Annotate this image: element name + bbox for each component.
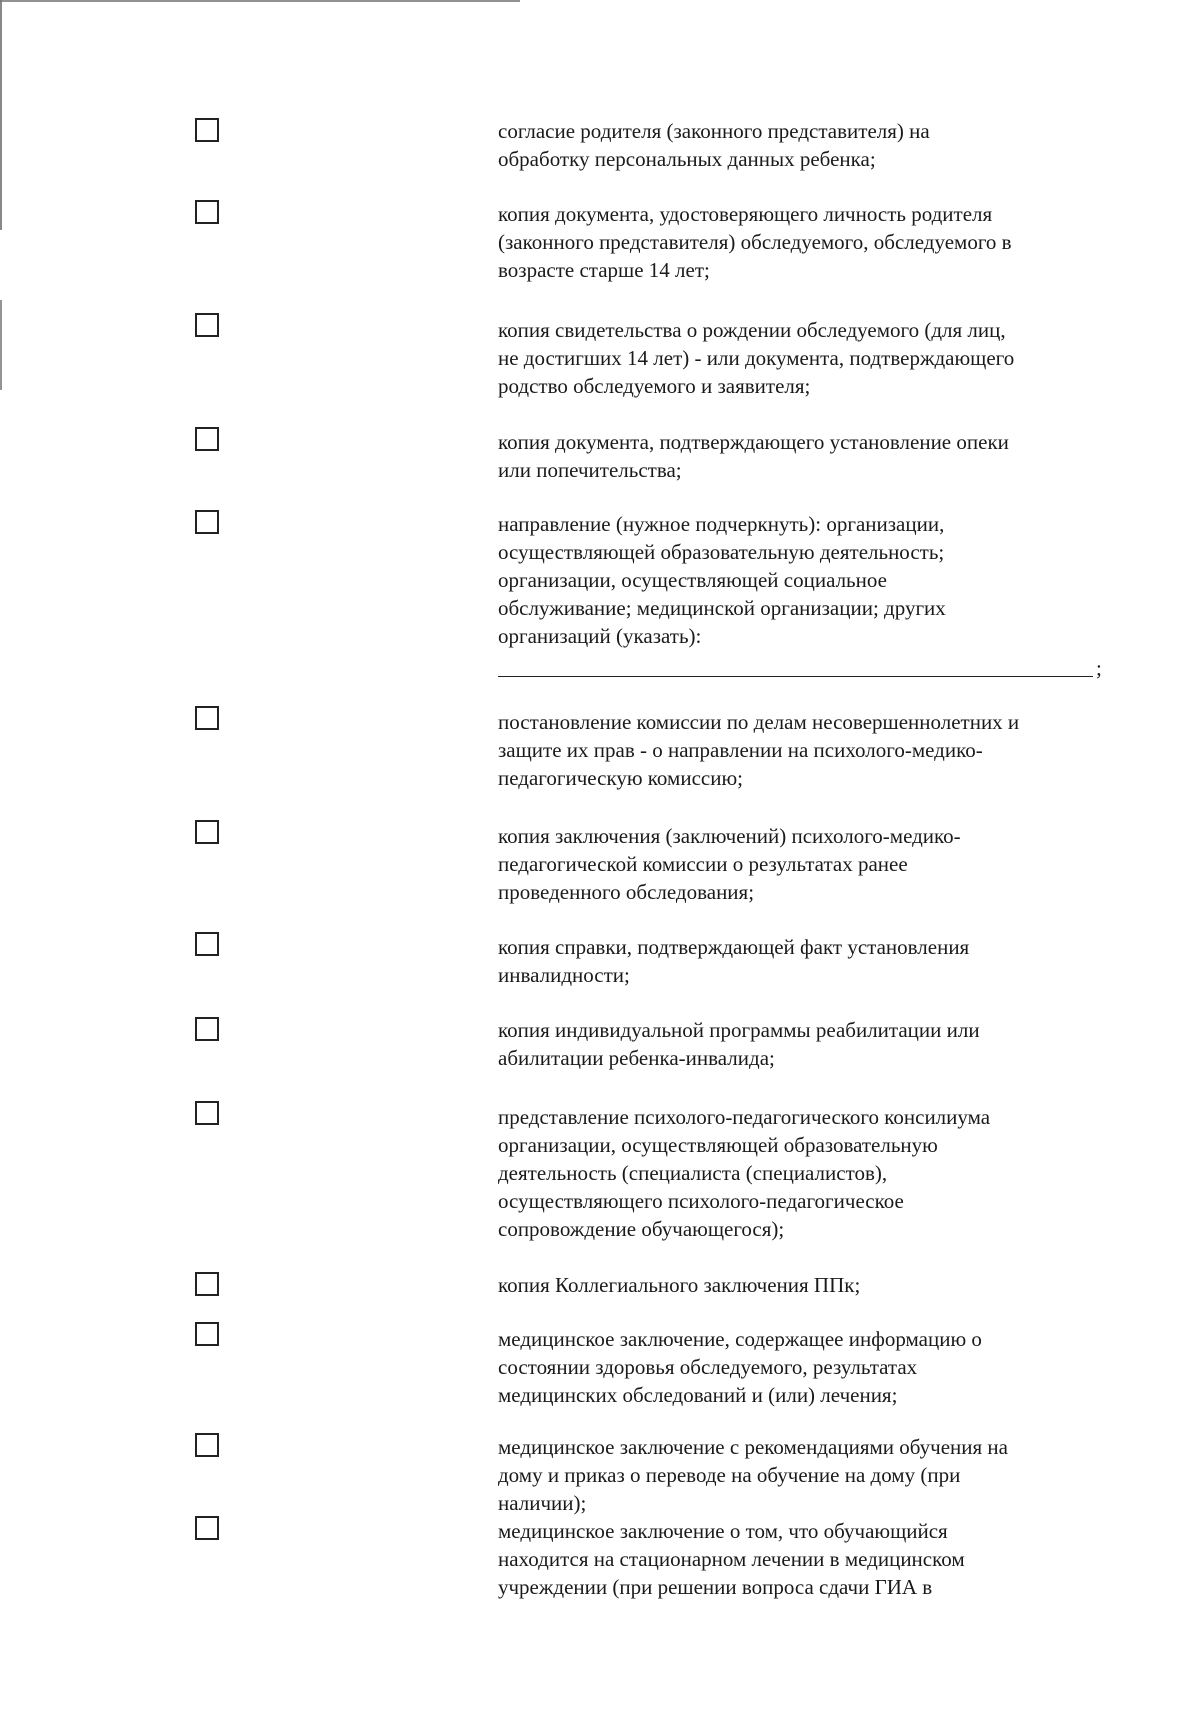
checkbox[interactable] xyxy=(195,1433,219,1457)
checklist-item-text: медицинское заключение о том, что обучающийся находится на стационарном лечении в медицинском учреждении (при решении вопроса сдачи ГИА в xyxy=(498,1519,965,1599)
checklist-item-text: медицинское заключение, содержащее информацию о состоянии здоровья обследуемого, результатах медицинских обследований и (или) лечения; xyxy=(498,1327,982,1407)
checklist-item-text: копия документа, подтверждающего установление опеки или попечительства; xyxy=(498,430,1009,482)
checkbox[interactable] xyxy=(195,313,219,337)
checklist-item-text: медицинское заключение с рекомендациями обучения на дому и приказ о переводе на обучение на дому (при наличии); xyxy=(498,1435,1008,1515)
checkbox[interactable] xyxy=(195,427,219,451)
checklist-item-text: постановление комиссии по делам несовершеннолетних и защите их прав - о направлении на психолого-медико- педагогическую комиссию; xyxy=(498,710,1020,790)
checkbox[interactable] xyxy=(195,932,219,956)
checklist-item-text: копия документа, удостоверяющего личность родителя (законного представителя) обследуемого, обследуемого в возрасте старше 14 лет; xyxy=(498,202,1012,282)
checklist-item-text: копия свидетельства о рождении обследуемого (для лиц, не достигших 14 лет) - или документа, подтверждающего родство обследуемого и заявителя; xyxy=(498,318,1015,398)
checklist-item-text: направление (нужное подчеркнуть): организации, осуществляющей образовательную деятельность; организации, осуществляющей социальное обслуживание; медицинской организации; других организаций (указать): xyxy=(498,512,946,648)
checklist-item-text: представление психолого-педагогического консилиума организации, осуществляющей образовательную деятельность (специалиста (специалистов), осуществляющего психолого-педагогическое сопровождение обучающегося); xyxy=(498,1105,991,1241)
checkbox[interactable] xyxy=(195,1322,219,1346)
checklist-item-text: копия Коллегиального заключения ППк; xyxy=(498,1273,861,1297)
fill-line-semicolon: ; xyxy=(1096,656,1102,680)
checkbox[interactable] xyxy=(195,118,219,142)
checkbox[interactable] xyxy=(195,510,219,534)
checkbox[interactable] xyxy=(195,1516,219,1540)
checkbox[interactable] xyxy=(195,1272,219,1296)
checklist-item-text: копия индивидуальной программы реабилитации или абилитации ребенка-инвалида; xyxy=(498,1018,980,1070)
checklist-item-text: согласие родителя (законного представителя) на обработку персональных данных ребенка; xyxy=(498,119,930,171)
checklist-item-text: копия справки, подтверждающей факт установления инвалидности; xyxy=(498,935,970,987)
checkbox[interactable] xyxy=(195,706,219,730)
checklist-item-text: копия заключения (заключений) психолого-медико- педагогической комиссии о результатах ранее проведенного обследования; xyxy=(498,824,961,904)
checkbox[interactable] xyxy=(195,1101,219,1125)
checkbox[interactable] xyxy=(195,200,219,224)
checkbox[interactable] xyxy=(195,1017,219,1041)
checkbox[interactable] xyxy=(195,820,219,844)
fill-in-line[interactable] xyxy=(498,676,1093,677)
